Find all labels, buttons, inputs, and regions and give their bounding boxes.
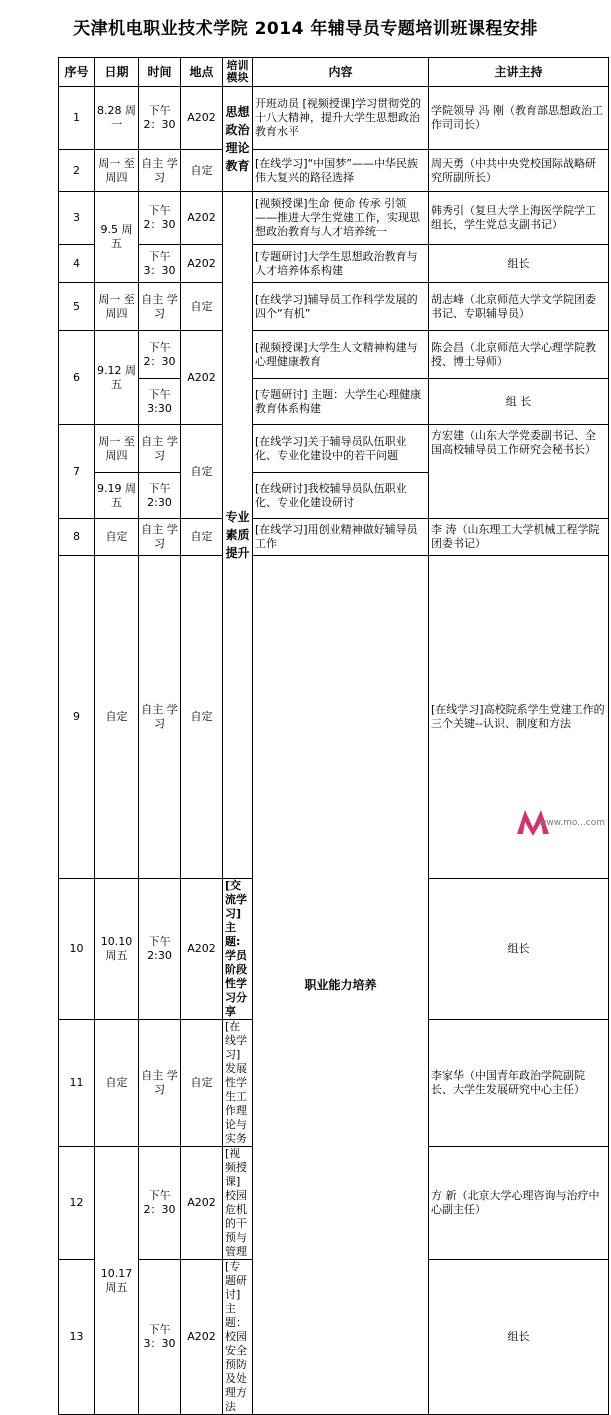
- row-content: [在线学习]发展性学生工作理论与实务: [223, 1020, 253, 1147]
- table-row: [59, 331, 609, 379]
- row-date: 自定: [95, 556, 139, 879]
- row-content: [视频授课]大学生人文精神构建与心理健康教育: [253, 331, 429, 379]
- row-content: [视频授课]生命 使命 传承 引领——推进大学生党建工作，实现思想政治教育与人才培养统一: [253, 192, 429, 245]
- row-num: 1: [59, 87, 95, 150]
- row-place: A202: [181, 1260, 223, 1415]
- header-date: 日期: [95, 58, 139, 87]
- row-date: 自定: [95, 519, 139, 556]
- header-row: [59, 58, 609, 87]
- row-date: 10.10 周五: [95, 879, 139, 1020]
- schedule-table: [58, 57, 609, 1415]
- module-career: 职业能力培养: [253, 556, 429, 1415]
- row-place: 自定: [181, 1020, 223, 1147]
- row-place: A202: [181, 879, 223, 1020]
- row-content: [专题研讨]大学生思想政治教育与人才培养体系构建: [253, 245, 429, 283]
- table-row: [59, 519, 609, 556]
- row-date: 9.12 周五: [95, 331, 139, 425]
- row-num: 10: [59, 879, 95, 1020]
- row-time: 自主 学习: [139, 150, 181, 192]
- table-row: [59, 192, 609, 245]
- row-num: 11: [59, 1020, 95, 1147]
- row-time: 下午 2：30: [139, 192, 181, 245]
- row-num: 13: [59, 1260, 95, 1415]
- row-num: 5: [59, 283, 95, 331]
- row-time: 下午 3：30: [139, 1260, 181, 1415]
- row-host: 学院领导 冯 刚（教育部思想政治工作司司长）: [429, 87, 609, 150]
- row-place: 自定: [181, 425, 223, 519]
- row-num: 4: [59, 245, 95, 283]
- row-time: 自主 学习: [139, 556, 181, 879]
- row-place: A202: [181, 245, 223, 283]
- table-row: [59, 425, 609, 473]
- row-time: 自主 学习: [139, 519, 181, 556]
- row-host: 组 长: [429, 379, 609, 425]
- header-host: 主讲主持: [429, 58, 609, 87]
- row-place: 自定: [181, 283, 223, 331]
- row-content: [在线学习]“中国梦”——中华民族伟大复兴的路径选择: [253, 150, 429, 192]
- table-row: [59, 283, 609, 331]
- header-content: 内容: [253, 58, 429, 87]
- row-host: 组长: [429, 1260, 609, 1415]
- row-time: 自主 学习: [139, 283, 181, 331]
- row-num: 9: [59, 556, 95, 879]
- row-content: [交流学习] 主题:学员阶段性学习分享: [223, 879, 253, 1020]
- header-time: 时间: [139, 58, 181, 87]
- row-host: 韩秀引（复旦大学上海医学院学工组长，学生党总支副书记）: [429, 192, 609, 245]
- row-content: [在线学习]高校院系学生党建工作的三个关键--认识、制度和方法: [429, 556, 609, 879]
- row-host: 方 新（北京大学心理咨询与治疗中心副主任）: [429, 1147, 609, 1260]
- row-time: 下午 2:30: [139, 473, 181, 519]
- row-num: 7: [59, 425, 95, 519]
- row-num: 2: [59, 150, 95, 192]
- row-content: [专题研讨] 主题：校园安全预防及处理方法: [223, 1260, 253, 1415]
- table-row: [59, 87, 609, 150]
- row-host: 李 涛（山东理工大学机械工程学院团委书记）: [429, 519, 609, 556]
- row-time: 下午 3：30: [139, 245, 181, 283]
- row-place: A202: [181, 192, 223, 245]
- header-module: 培训模块: [223, 58, 253, 87]
- row-date: 自定: [95, 1020, 139, 1147]
- row-place: A202: [181, 331, 223, 425]
- row-host: 陈会昌（北京师范大学心理学院教授、博士导师）: [429, 331, 609, 379]
- row-date: 8.28 周一: [95, 87, 139, 150]
- row-content: 开班动员 [视频授课]学习贯彻党的十八大精神，提升大学生思想政治教育水平: [253, 87, 429, 150]
- row-date: 周一 至周四: [95, 150, 139, 192]
- row-place: 自定: [181, 556, 223, 879]
- row-content: [在线研讨]我校辅导员队伍职业化、专业化建设研讨: [253, 473, 429, 519]
- row-time: 自主 学习: [139, 425, 181, 473]
- row-date: 10.17 周五: [95, 1147, 139, 1415]
- row-num: 12: [59, 1147, 95, 1260]
- row-place: A202: [181, 1147, 223, 1260]
- row-num: 8: [59, 519, 95, 556]
- row-host: 方宏建（山东大学党委副书记、全国高校辅导员工作研究会秘书长）: [429, 425, 609, 519]
- row-num: 6: [59, 331, 95, 425]
- row-time: 自主 学习: [139, 1020, 181, 1147]
- header-num: 序号: [59, 58, 95, 87]
- row-date: 周一 至周四: [95, 283, 139, 331]
- watermark-text: www.mo...com: [538, 818, 605, 828]
- row-host: 组长: [429, 245, 609, 283]
- row-place: A202: [181, 87, 223, 150]
- row-host: 周天勇（中共中央党校国际战略研究所副所长）: [429, 150, 609, 192]
- row-time: 下午 2：30: [139, 87, 181, 150]
- row-num: 3: [59, 192, 95, 245]
- row-content: [视频授课]校园危机的干预与管理: [223, 1147, 253, 1260]
- row-host: 李家华（中国青年政治学院副院长、大学生发展研究中心主任）: [429, 1020, 609, 1147]
- row-date: 9.5 周五: [95, 192, 139, 283]
- module-ideology: 思想政治理论教育: [223, 87, 253, 192]
- header-place: 地点: [181, 58, 223, 87]
- row-date: 周一 至周四: [95, 425, 139, 473]
- row-place: 自定: [181, 150, 223, 192]
- row-content: [在线学习]辅导员工作科学发展的四个“有机”: [253, 283, 429, 331]
- page-title: 天津机电职业技术学院 2014 年辅导员专题培训班课程安排: [73, 19, 538, 39]
- row-time: 下午 2：30: [139, 331, 181, 379]
- row-host: 组长: [429, 879, 609, 1020]
- row-place: 自定: [181, 519, 223, 556]
- row-time: 下午 2:30: [139, 879, 181, 1020]
- table-row: [59, 245, 609, 283]
- row-content: [在线学习]用创业精神做好辅导员工作: [253, 519, 429, 556]
- table-row: [59, 150, 609, 192]
- table-row: [59, 379, 609, 425]
- module-professional: 专业素质提升: [223, 192, 253, 879]
- row-date: 9.19 周五: [95, 473, 139, 519]
- row-content: [专题研讨] 主题：大学生心理健康教育体系构建: [253, 379, 429, 425]
- row-content: [在线学习]关于辅导员队伍职业化、专业化建设中的若干问题: [253, 425, 429, 473]
- row-time: 下午 3:30: [139, 379, 181, 425]
- row-host: 胡志峰（北京师范大学文学院团委书记、专职辅导员）: [429, 283, 609, 331]
- row-time: 下午 2：30: [139, 1147, 181, 1260]
